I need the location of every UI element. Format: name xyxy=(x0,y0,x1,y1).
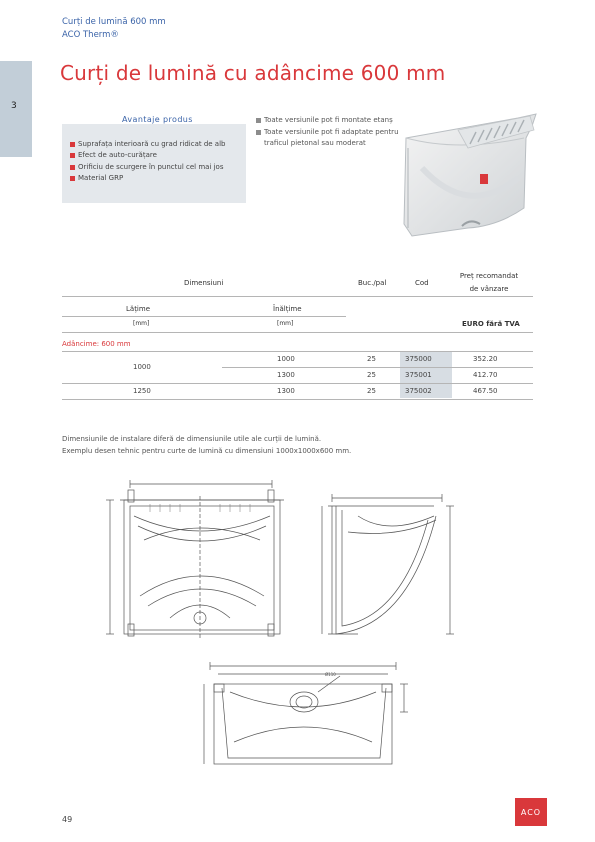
aco-logo-icon xyxy=(480,174,488,184)
page-number: 49 xyxy=(62,815,73,824)
table-cell: 375000 xyxy=(405,355,432,363)
table-rule xyxy=(62,316,346,317)
table-cell: 375002 xyxy=(405,387,432,395)
section-label: Adâncime: 600 mm xyxy=(62,340,131,348)
table-rule xyxy=(222,367,533,368)
latime-header: Lățime xyxy=(126,305,151,313)
latime-unit: [mm] xyxy=(133,320,150,327)
dimensions-header: Dimensiuni xyxy=(184,279,224,287)
buc-header: Buc./pal xyxy=(358,279,387,287)
table-rule xyxy=(62,383,533,384)
table-cell: 352.20 xyxy=(473,355,498,363)
table-cell: 25 xyxy=(367,355,376,363)
header-title: Curți de lumină 600 mm xyxy=(62,17,166,27)
front-view-drawing xyxy=(100,476,300,646)
header-subtitle: ACO Therm® xyxy=(62,30,119,40)
price-header-2: de vânzare xyxy=(469,285,509,293)
page-title: Curți de lumină cu adâncime 600 mm xyxy=(60,61,446,85)
product-photo xyxy=(398,108,540,244)
advantages-list xyxy=(70,139,226,185)
table-cell: 412.70 xyxy=(473,371,498,379)
inaltime-header: Înălțime xyxy=(273,305,302,313)
note-item: Toate versiunile pot fi montate etanș xyxy=(256,115,404,127)
diameter-label: Ø110 xyxy=(325,672,336,677)
advantage-item: Material GRP xyxy=(70,173,226,184)
advantage-item: Efect de auto-curățare xyxy=(70,150,226,161)
description-line: Dimensiunile de instalare diferă de dimensiunile utile ale curții de lumină. xyxy=(62,435,322,443)
note-item: Toate versiunile pot fi adaptate pentru traficul pietonal sau moderat xyxy=(256,127,404,150)
advantages-title: Avantaje produs xyxy=(116,115,199,124)
chapter-number: 3 xyxy=(11,101,17,111)
table-cell: 1000 xyxy=(277,355,295,363)
currency-label: EURO fără TVA xyxy=(462,320,520,328)
table-cell: 1300 xyxy=(277,371,295,379)
table-rule xyxy=(62,296,533,297)
table-rule xyxy=(62,332,533,333)
table-cell: 375001 xyxy=(405,371,432,379)
notes-list xyxy=(256,115,404,150)
advantage-item: Orificiu de scurgere în punctul cel mai jos xyxy=(70,162,226,173)
table-cell: 1250 xyxy=(133,387,151,395)
table-cell: 1300 xyxy=(277,387,295,395)
table-cell: 467.50 xyxy=(473,387,498,395)
description-line: Exemplu desen tehnic pentru curte de lumină cu dimensiuni 1000x1000x600 mm. xyxy=(62,447,352,455)
table-cell: 25 xyxy=(367,371,376,379)
side-view-drawing xyxy=(318,476,468,646)
inaltime-unit: [mm] xyxy=(277,320,294,327)
table-rule xyxy=(62,351,533,352)
table-rule xyxy=(62,399,533,400)
price-header-1: Preț recomandat xyxy=(459,272,519,280)
cod-header: Cod xyxy=(415,279,429,287)
advantage-item: Suprafața interioară cu grad ridicat de alb xyxy=(70,139,226,150)
table-cell: 25 xyxy=(367,387,376,395)
aco-logo-text: ACO xyxy=(520,808,542,817)
table-cell: 1000 xyxy=(133,363,151,371)
top-view-drawing xyxy=(200,662,415,774)
